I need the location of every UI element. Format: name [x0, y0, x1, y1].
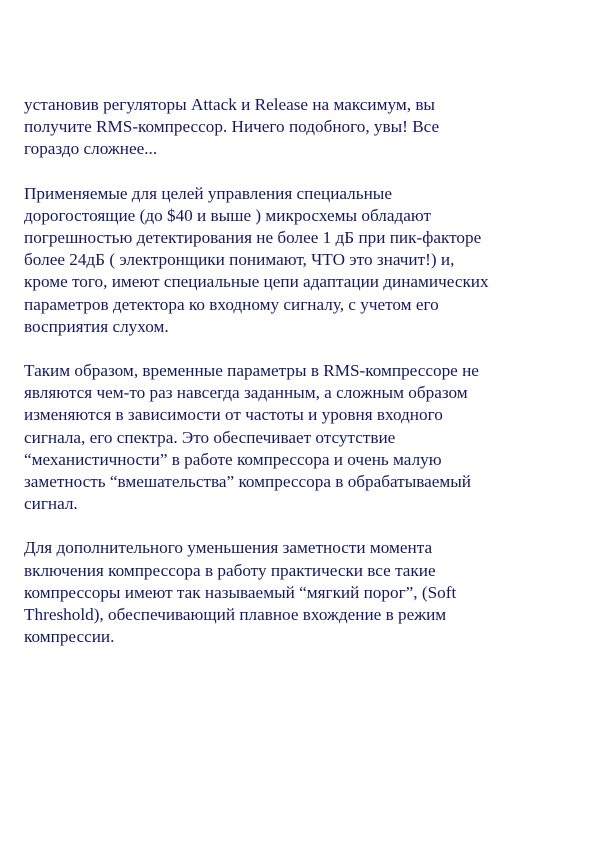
paragraph-4	[24, 537, 584, 648]
text-line: гораздо сложнее...	[24, 139, 158, 159]
text-line: включения компрессора в работу практически все такие	[24, 560, 436, 580]
text-line: Threshold), обеспечивающий плавное вхождение в режим	[24, 605, 447, 625]
text-line: сигнала, его спектра. Это обеспечивает отсутствие	[24, 427, 396, 447]
paragraph-1	[24, 94, 584, 161]
paragraph-3	[24, 360, 584, 515]
text-line: кроме того, имеют специальные цепи адаптации динамических	[24, 272, 489, 292]
text-line: установив регуляторы Attack и Release на максимум, вы	[24, 95, 435, 114]
paragraph-2	[24, 183, 584, 338]
text-line: более 24дБ ( электронщики понимают, ЧТО это значит!) и,	[24, 250, 455, 270]
text-line: являются чем-то раз навсегда заданным, а сложным образом	[24, 383, 468, 403]
text-line: получите RMS-компрессор. Ничего подобного, увы! Все	[24, 117, 440, 137]
text-line: “механистичности” в работе компрессора и очень малую	[24, 449, 442, 469]
text-line: сигнал.	[24, 494, 78, 514]
text-line: Таким образом, временные параметры в RMS-компрессоре не	[24, 361, 479, 381]
text-line: параметров детектора ко входному сигналу, с учетом его	[24, 294, 439, 314]
text-line: погрешностью детектирования не более 1 дБ при пик-факторе	[24, 228, 482, 248]
text-line: изменяются в зависимости от частоты и уровня входного	[24, 405, 443, 425]
text-line: компрессии.	[24, 627, 115, 647]
text-line: компрессоры имеют так называемый “мягкий порог”, (Soft	[24, 582, 457, 602]
text-line: Для дополнительного уменьшения заметности момента	[24, 538, 433, 558]
document-page	[24, 94, 584, 670]
text-line: восприятия слухом.	[24, 316, 169, 336]
text-line: заметность “вмешательства” компрессора в обрабатываемый	[24, 472, 472, 492]
text-line: дорогостоящие (до $40 и выше ) микросхемы обладают	[24, 205, 431, 225]
text-line: Применяемые для целей управления специальные	[24, 183, 392, 203]
